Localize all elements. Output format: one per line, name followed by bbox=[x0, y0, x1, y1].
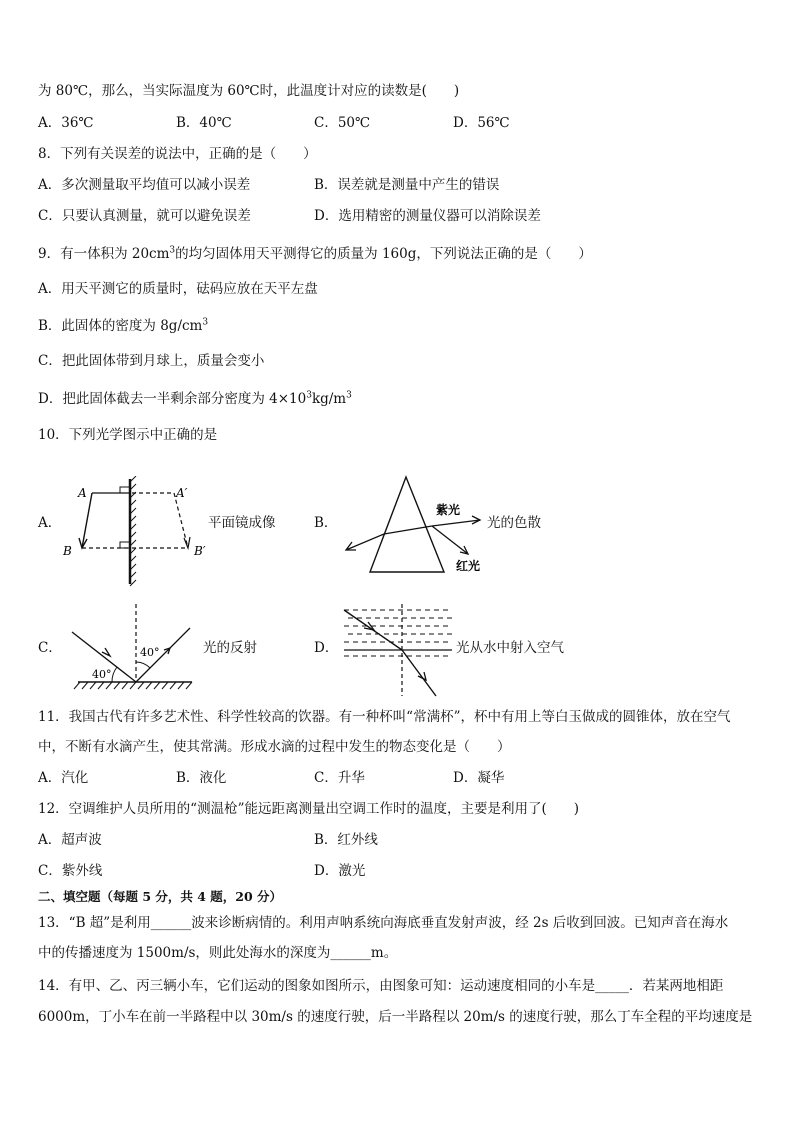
q9-option-b-sup: 3 bbox=[202, 317, 209, 328]
q9-option-c: C．把此固体带到月球上，质量会变小 bbox=[38, 353, 265, 369]
q7-option-a: A．36℃ bbox=[38, 115, 94, 131]
q7-option-c: C．50℃ bbox=[314, 115, 371, 131]
red-ray bbox=[432, 526, 468, 554]
label-violet: 紫光 bbox=[436, 503, 461, 517]
q8-option-d: D．选用精密的测量仪器可以消除误差 bbox=[314, 208, 541, 224]
right-angle-bottom bbox=[120, 542, 130, 548]
q9-option-b-text: B．此固体的密度为 8g/cm bbox=[38, 318, 203, 334]
q8-option-b: B．误差就是测量中产生的错误 bbox=[314, 177, 500, 193]
q10-a-mirror-diagram bbox=[60, 476, 220, 588]
angle-arc-right bbox=[136, 662, 150, 668]
label-b: B bbox=[63, 544, 72, 558]
prism bbox=[370, 477, 444, 572]
q7-stem-tail: 为 80℃，那么，当实际温度为 60℃时，此温度计对应的读数是( ) bbox=[38, 83, 460, 99]
q9-option-d-unit: kg/m bbox=[311, 391, 347, 407]
q7-option-d: D．56℃ bbox=[453, 115, 510, 131]
q9-option-b bbox=[38, 317, 208, 335]
q10-stem: 10．下列光学图示中正确的是 bbox=[38, 427, 218, 443]
label-a-prime: A′ bbox=[176, 486, 188, 500]
q9-stem-sup: 3 bbox=[169, 245, 176, 256]
label-angle-incident: 40° bbox=[92, 668, 112, 681]
angle-arc-left bbox=[112, 667, 117, 682]
label-red: 红光 bbox=[456, 559, 481, 573]
q13-stem-line1: 13．“B 超”是利用______波来诊断病情的。利用声呐系统向海底垂直发射声波，经 2s 后收到回波。已知声音在海水 bbox=[38, 915, 729, 931]
q12-stem: 12．空调维护人员所用的“测温枪”能远距离测量出空调工作时的温度，主要是利用了( ) bbox=[38, 801, 580, 817]
red-arrowhead bbox=[460, 546, 468, 554]
label-a: A bbox=[78, 486, 87, 500]
q13-stem-line2: 中的传播速度为 1500m/s，则此处海水的深度为______m。 bbox=[38, 945, 398, 961]
q10-option-c-caption: 光的反射 bbox=[203, 640, 257, 656]
q12-option-d: D．激光 bbox=[314, 863, 366, 879]
q8-stem: 8．下列有关误差的说法中，正确的是（ ） bbox=[38, 146, 317, 162]
q10-option-d-caption: 光从水中射入空气 bbox=[456, 640, 564, 656]
q12-option-b: B．红外线 bbox=[314, 832, 378, 848]
q11-stem-line1: 11．我国古代有许多艺术性、科学性较高的饮器。有一种杯叫“常满杯”，杯中有用上等白玉做成的圆锥体，放在空气 bbox=[38, 709, 731, 725]
incident-arrowhead bbox=[102, 648, 110, 656]
q9-stem-part-a: 9．有一体积为 20cm bbox=[38, 246, 170, 262]
q11-option-d: D．凝华 bbox=[453, 770, 505, 786]
surface-hatching bbox=[74, 682, 192, 689]
q10-option-b-letter: B． bbox=[314, 515, 338, 531]
q11-option-a: A．汽化 bbox=[38, 770, 89, 786]
q10-c-reflection-diagram bbox=[60, 600, 200, 692]
q11-stem-line2: 中，不断有水滴产生，使其常满。形成水滴的过程中发生的物态变化是（ ） bbox=[38, 739, 511, 755]
q10-option-a-caption: 平面镜成像 bbox=[208, 515, 276, 531]
q14-stem-line2: 6000m，丁小车在前一半路程中以 30m/s 的速度行驶，后一半路程以 20m/s 的速度行驶，那么丁车全程的平均速度是 bbox=[38, 1009, 753, 1025]
q10-option-a-letter: A． bbox=[38, 515, 62, 531]
water-dashes bbox=[344, 610, 452, 656]
q7-option-b: B．40℃ bbox=[176, 115, 232, 131]
q9-option-a: A．用天平测它的质量时，砝码应放在天平左盘 bbox=[38, 281, 318, 297]
label-angle-reflected: 40° bbox=[140, 646, 160, 659]
label-b-prime: B′ bbox=[194, 544, 206, 558]
q14-stem-line1: 14．有甲、乙、丙三辆小车，它们运动的图象如图所示，由图象可知：运动速度相同的小车是_____．若某两地相距 bbox=[38, 978, 724, 994]
q11-option-c: C．升华 bbox=[314, 770, 365, 786]
q10-option-d-letter: D． bbox=[314, 640, 339, 656]
q9-option-d bbox=[38, 390, 352, 408]
q11-option-b: B．液化 bbox=[176, 770, 227, 786]
q9-stem bbox=[38, 245, 592, 263]
q8-option-c: C．只要认真测量，就可以避免误差 bbox=[38, 208, 251, 224]
image-segment bbox=[174, 493, 188, 548]
q9-stem-part-b: 的均匀固体用天平测得它的质量为 160g，下列说法正确的是（ ） bbox=[175, 246, 592, 262]
section-title-fill-in: 二、填空题（每题 5 分，共 4 题，20 分） bbox=[38, 889, 283, 904]
q10-option-c-letter: C． bbox=[38, 640, 62, 656]
q10-option-b-caption: 光的色散 bbox=[487, 515, 541, 531]
q8-option-a: A．多次测量取平均值可以减小误差 bbox=[38, 177, 251, 193]
q12-option-a: A．超声波 bbox=[38, 832, 102, 848]
right-angle-top bbox=[120, 487, 130, 493]
refracted-ray bbox=[402, 650, 436, 696]
q9-option-d-text: D．把此固体截去一半剩余部分密度为 4×10 bbox=[38, 391, 307, 407]
refracted-ray bbox=[384, 526, 432, 534]
q10-d-refraction-diagram bbox=[340, 602, 458, 700]
q9-option-d-sup1: 3 bbox=[306, 390, 312, 401]
q10-b-prism-diagram bbox=[340, 474, 490, 578]
q12-option-c: C．紫外线 bbox=[38, 863, 103, 879]
q9-option-d-sup2: 3 bbox=[346, 390, 352, 401]
